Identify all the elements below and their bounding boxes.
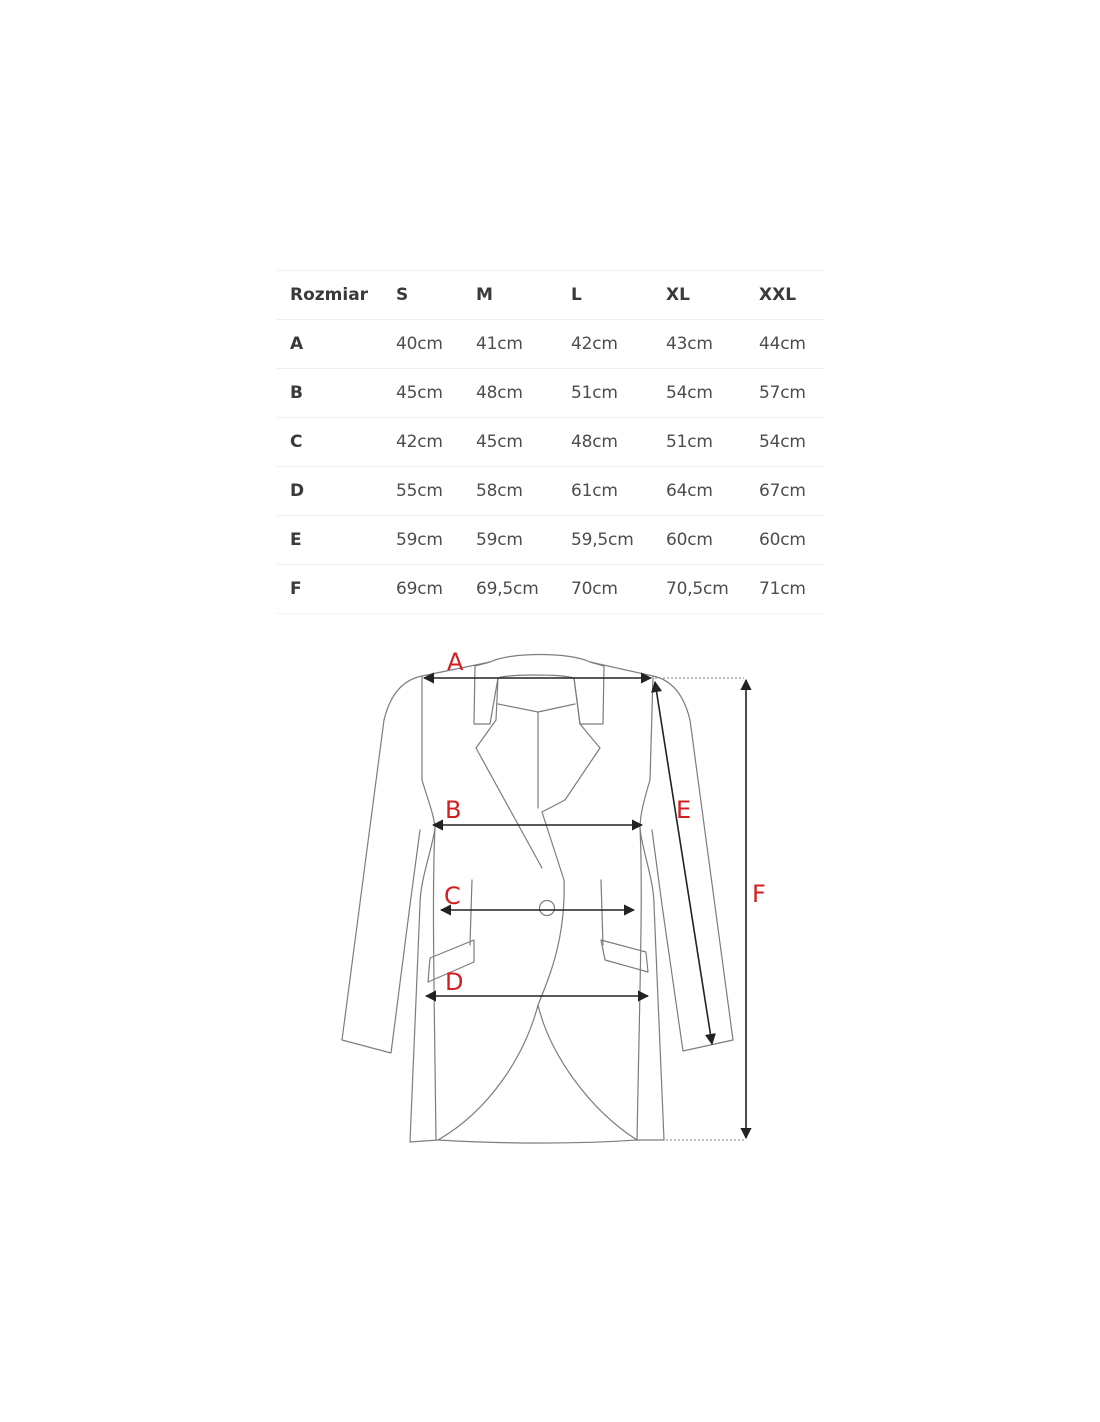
table-cell: 57cm <box>745 369 824 418</box>
table-cell: 45cm <box>462 418 557 467</box>
right-seam-outline <box>637 828 641 1140</box>
table-cell: 41cm <box>462 320 557 369</box>
right-dart-outline <box>601 880 603 945</box>
measure-e-line <box>655 682 712 1044</box>
neck-v-outline <box>498 704 575 808</box>
table-cell: 64cm <box>652 467 745 516</box>
table-cell: 59cm <box>462 516 557 565</box>
table-cell: 69,5cm <box>462 565 557 614</box>
jacket-outline <box>342 655 733 1144</box>
row-label: D <box>276 467 382 516</box>
header-size-l: L <box>557 271 652 320</box>
table-cell: 58cm <box>462 467 557 516</box>
table-cell: 59cm <box>382 516 462 565</box>
table-cell: 70,5cm <box>652 565 745 614</box>
table-cell: 51cm <box>557 369 652 418</box>
label-f: F <box>752 880 766 908</box>
table-cell: 42cm <box>382 418 462 467</box>
table-cell: 54cm <box>745 418 824 467</box>
row-label: A <box>276 320 382 369</box>
table-cell: 48cm <box>462 369 557 418</box>
row-label: F <box>276 565 382 614</box>
header-size-label: Rozmiar <box>276 271 382 320</box>
row-label: C <box>276 418 382 467</box>
left-body-outline <box>410 676 435 1142</box>
table-cell: 42cm <box>557 320 652 369</box>
header-size-xxl: XXL <box>745 271 824 320</box>
lapel-right-outline <box>542 678 600 812</box>
table-cell: 40cm <box>382 320 462 369</box>
left-dart-outline <box>470 880 472 945</box>
left-sleeve-outline <box>342 676 422 1053</box>
header-size-s: S <box>382 271 462 320</box>
table-cell: 59,5cm <box>557 516 652 565</box>
table-cell: 61cm <box>557 467 652 516</box>
table-cell: 71cm <box>745 565 824 614</box>
label-d: D <box>445 968 464 996</box>
measurement-labels <box>444 648 766 996</box>
header-size-xl: XL <box>652 271 745 320</box>
table-cell: 43cm <box>652 320 745 369</box>
label-a: A <box>447 648 464 676</box>
table-cell: 70cm <box>557 565 652 614</box>
table-cell: 67cm <box>745 467 824 516</box>
table-cell: 60cm <box>652 516 745 565</box>
row-label: B <box>276 369 382 418</box>
table-cell: 69cm <box>382 565 462 614</box>
collar-outline <box>474 655 604 725</box>
button-icon <box>540 901 555 916</box>
table-cell: 51cm <box>652 418 745 467</box>
right-sleeve-outline <box>652 676 733 1051</box>
measurement-lines <box>424 678 746 1140</box>
label-c: C <box>444 882 461 910</box>
table-cell: 55cm <box>382 467 462 516</box>
right-body-outline <box>640 676 664 1140</box>
table-cell: 54cm <box>652 369 745 418</box>
table-cell: 44cm <box>745 320 824 369</box>
table-cell: 48cm <box>557 418 652 467</box>
table-cell: 60cm <box>745 516 824 565</box>
left-seam-outline <box>433 828 436 1140</box>
table-cell: 45cm <box>382 369 462 418</box>
label-b: B <box>445 796 462 824</box>
row-label: E <box>276 516 382 565</box>
front-closure-outline <box>438 812 637 1143</box>
label-e: E <box>676 796 692 824</box>
header-size-m: M <box>462 271 557 320</box>
